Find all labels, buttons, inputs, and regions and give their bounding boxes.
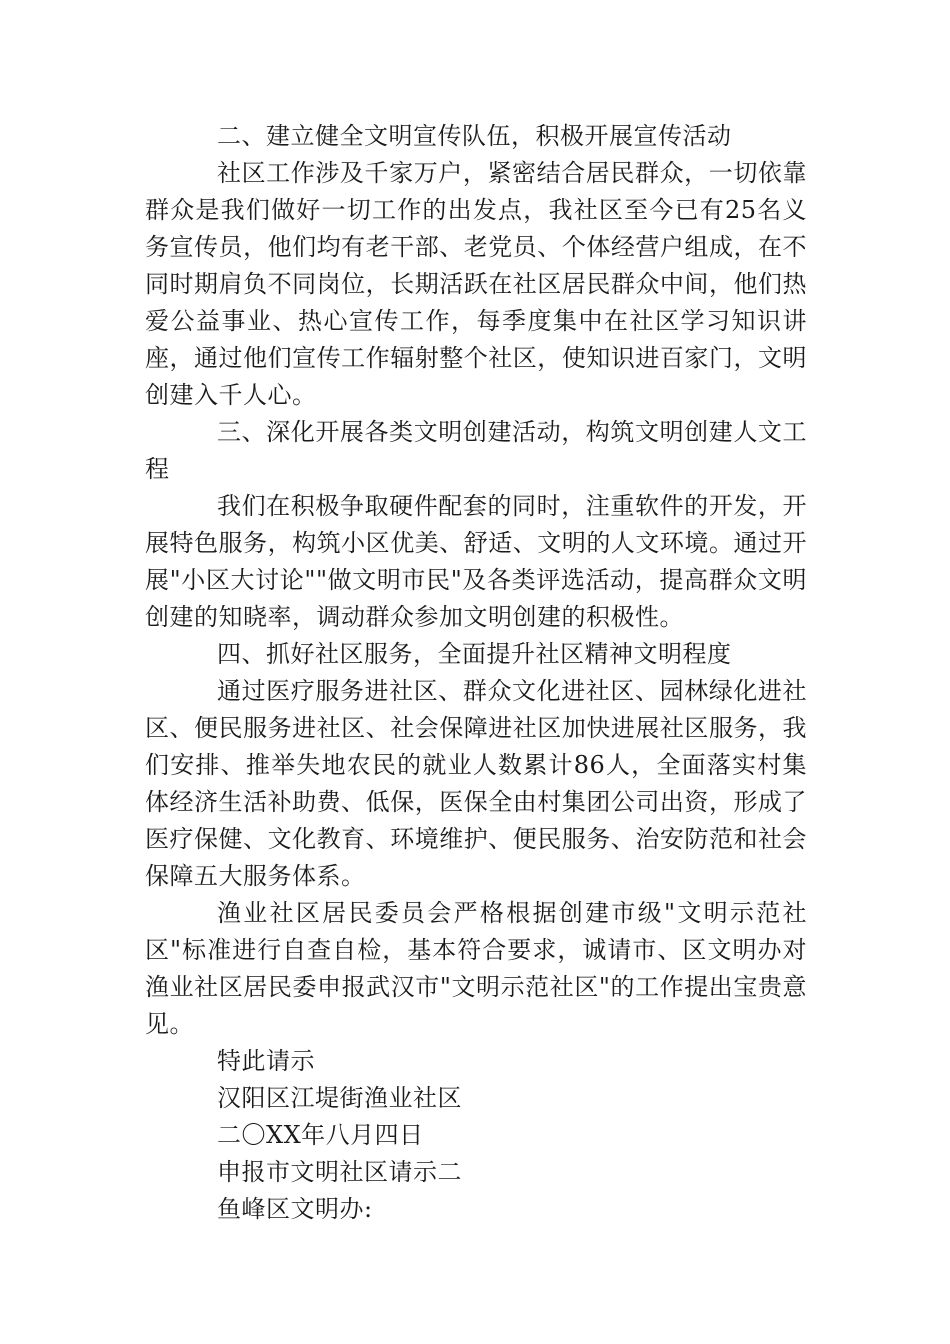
signature-date: 二〇XX年八月四日 — [217, 1121, 424, 1149]
section-2-body: 社区工作涉及千家万户，紧密结合居民群众，一切依靠群众是我们做好一切工作的出发点，我社区至今已有25名义务宣传员，他们均有老干部、老党员、个体经营户组成，在不同时期肩负不同岗位，长期活跃在社区居民群众中间，他们热爱公益事业、热心宣传工作，每季度集中在社区学习知识讲座，通过他们宣传工作辐射整个社区，使知识进百家门，文明创建入千人心。 — [145, 159, 807, 409]
document-body — [145, 118, 807, 1228]
section-4-heading: 四、抓好社区服务，全面提升社区精神文明程度 — [217, 640, 732, 668]
closing-paragraph: 渔业社区居民委员会严格根据创建市级"文明示范社区"标准进行自查自检，基本符合要求，诚请市、区文明办对渔业社区居民委申报武汉市"文明示范社区"的工作提出宝贵意见。 — [145, 899, 807, 1038]
section-2-heading: 二、建立健全文明宣传队伍，积极开展宣传活动 — [217, 122, 732, 150]
section-3-heading: 三、深化开展各类文明创建活动，构筑文明创建人文工程 — [145, 418, 807, 483]
signature-org: 汉阳区江堤街渔业社区 — [217, 1084, 462, 1112]
next-salutation: 鱼峰区文明办: — [217, 1195, 373, 1223]
section-3-body: 我们在积极争取硬件配套的同时，注重软件的开发，开展特色服务，构筑小区优美、舒适、文明的人文环境。通过开展"小区大讨论""做文明市民"及各类评选活动，提高群众文明创建的知晓率，调动群众参加文明创建的积极性。 — [145, 492, 807, 631]
request-note: 特此请示 — [217, 1047, 315, 1075]
section-4-body: 通过医疗服务进社区、群众文化进社区、园林绿化进社区、便民服务进社区、社会保障进社区加快进展社区服务，我们安排、推举失地农民的就业人数累计86人，全面落实村集体经济生活补助费、低保，医保全由村集团公司出资，形成了医疗保健、文化教育、环境维护、便民服务、治安防范和社会保障五大服务体系。 — [145, 677, 807, 890]
next-document-title: 申报市文明社区请示二 — [217, 1158, 462, 1186]
